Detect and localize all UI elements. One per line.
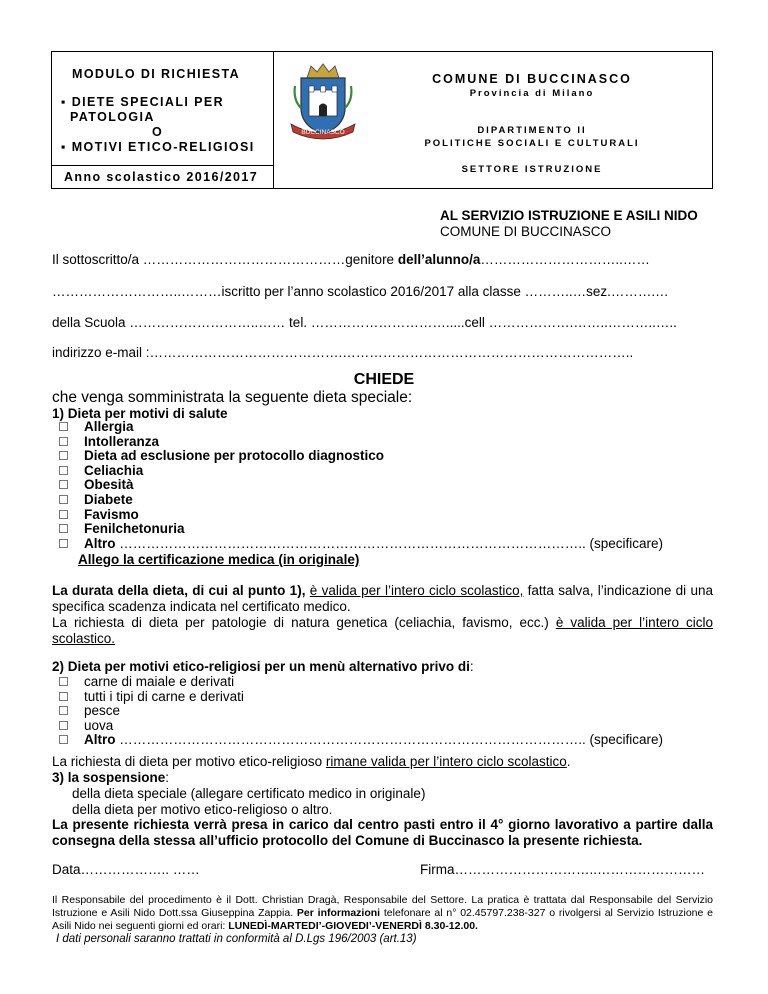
settore: SETTORE ISTRUZIONE bbox=[461, 164, 603, 175]
form-title-box bbox=[52, 52, 274, 188]
checkbox-item[interactable]: Celiachia bbox=[59, 464, 663, 479]
comune-name: COMUNE DI BUCCINASCO bbox=[432, 72, 632, 86]
checkbox-item[interactable]: Allergia bbox=[59, 420, 663, 435]
svg-text:BUCCINASCO: BUCCINASCO bbox=[301, 129, 345, 136]
section2-heading: 2) Dieta per motivi etico-religiosi per un menù alternativo privo di: bbox=[52, 659, 474, 674]
section3-heading: 3) la sospensione: bbox=[52, 770, 170, 785]
checkbox-item-altro[interactable]: Altro ………………………………………………………………………………………….. (specificare) bbox=[59, 733, 663, 748]
checkbox-item[interactable]: pesce bbox=[59, 704, 663, 719]
addressee-line1: AL SERVIZIO ISTRUZIONE E ASILI NIDO bbox=[440, 208, 698, 223]
allego-note: Allego la certificazione medica (in originale) bbox=[78, 552, 360, 567]
checkbox-item[interactable]: tutti i tipi di carne e derivati bbox=[59, 690, 663, 705]
header-box bbox=[51, 51, 713, 189]
chiede-intro: che venga somministrata la seguente dieta speciale: bbox=[52, 389, 413, 406]
dipartimento: DIPARTIMENTO II bbox=[477, 125, 587, 136]
date-field[interactable]: Data……………….. …… bbox=[52, 862, 200, 877]
chiede-title: CHIEDE bbox=[353, 371, 415, 388]
coat-of-arms-logo bbox=[287, 60, 359, 142]
checkbox[interactable] bbox=[59, 721, 68, 730]
section1-list bbox=[59, 420, 663, 551]
privacy-note: I dati personali saranno trattati in conformità al D.Lgs 196/2003 (art.13) bbox=[56, 933, 417, 945]
school-year: Anno scolastico 2016/2017 bbox=[64, 170, 259, 184]
section3-line1: della dieta speciale (allegare certificato medico in originale) bbox=[72, 786, 426, 801]
checkbox-item[interactable]: carne di maiale e derivati bbox=[59, 675, 663, 690]
signature-field[interactable]: Firma…………………………..…………………… bbox=[420, 862, 705, 877]
field-scuola[interactable]: della Scuola ………………………..…… tel. ………………………….....cell ……………….……..………..….. bbox=[52, 315, 677, 330]
checkbox-item[interactable]: Intolleranza bbox=[59, 435, 663, 450]
checkbox[interactable] bbox=[59, 480, 68, 489]
divider bbox=[52, 165, 273, 166]
section2-note: La richiesta di dieta per motivo etico-religioso rimane valida per l’intero ciclo scolastico. bbox=[52, 754, 571, 769]
checkbox-item-altro[interactable]: Altro ………………………………………………………………………………………….. (specificare) bbox=[59, 537, 663, 552]
checkbox[interactable] bbox=[59, 677, 68, 686]
checkbox[interactable] bbox=[59, 495, 68, 504]
checkbox[interactable] bbox=[59, 706, 68, 715]
checkbox[interactable] bbox=[59, 735, 68, 744]
option-patologia: PATOLOGIA bbox=[70, 110, 155, 124]
field-sottoscritto[interactable]: Il sottoscritto/a ………………………………………genitore dell’alunno/a…………………………..…… bbox=[52, 252, 650, 267]
checkbox[interactable] bbox=[59, 692, 68, 701]
checkbox-item[interactable]: Obesità bbox=[59, 478, 663, 493]
checkbox[interactable] bbox=[59, 524, 68, 533]
section1-heading: 1) Dieta per motivi di salute bbox=[52, 406, 228, 421]
checkbox[interactable] bbox=[59, 539, 68, 548]
field-classe[interactable]: ………………………..………iscritto per l’anno scolastico 2016/2017 alla classe ………..…sez.……….… bbox=[52, 284, 669, 299]
option-diete: ▪ DIETE SPECIALI PER bbox=[61, 95, 225, 109]
option-etico: ▪ MOTIVI ETICO-RELIGIOSI bbox=[61, 140, 255, 154]
durata-paragraph: La durata della dieta, di cui al punto 1), è valida per l’intero ciclo scolastico, fatta salva, l’indicazione di una specifica scadenza indicata nel certificato medico. bbox=[52, 583, 713, 614]
option-or: O bbox=[152, 125, 164, 139]
checkbox-item[interactable]: Favismo bbox=[59, 508, 663, 523]
politiche: POLITICHE SOCIALI E CULTURALI bbox=[424, 138, 640, 149]
footer-responsabile: Il Responsabile del procedimento è il Dott. Christian Dragà, Responsabile del Settore. La pratica è trattata dal Responsabile del Servizio Istruzione e Asili Nido Dott.ssa Giuseppina Zappia. Per informazioni telefonare al n° 02.45797.238-327 o rivolgersi al Servizio Istruzione e Asili Nido nei seguenti giorni ed orari: LUNEDÌ-MARTEDI’-GIOVEDI’-VENERDÌ 8.30-12.00. bbox=[52, 894, 714, 932]
checkbox[interactable] bbox=[59, 451, 68, 460]
checkbox[interactable] bbox=[59, 422, 68, 431]
form-title: MODULO DI RICHIESTA bbox=[72, 67, 241, 81]
checkbox-item[interactable]: Fenilchetonuria bbox=[59, 522, 663, 537]
section3-line2: della dieta per motivo etico-religioso o altro. bbox=[72, 802, 333, 817]
provincia: Provincia di Milano bbox=[469, 88, 595, 99]
checkbox[interactable] bbox=[59, 510, 68, 519]
checkbox[interactable] bbox=[59, 466, 68, 475]
genetica-paragraph: La richiesta di dieta per patologie di natura genetica (celiachia, favismo, ecc.) è valida per l’intero ciclo scolastico. bbox=[52, 615, 713, 646]
addressee-line2: COMUNE DI BUCCINASCO bbox=[440, 224, 612, 239]
checkbox[interactable] bbox=[59, 437, 68, 446]
closing-statement: La presente richiesta verrà presa in carico dal centro pasti entro il 4° giorno lavorativo a partire dalla consegna della stessa all’ufficio protocollo del Comune di Buccinasco la presente richiesta. bbox=[52, 817, 713, 848]
section2-list bbox=[59, 675, 663, 748]
checkbox-item[interactable]: uova bbox=[59, 719, 663, 734]
field-email[interactable]: indirizzo e-mail :…………………………………….……………………………………………………….. bbox=[52, 345, 634, 360]
checkbox-item[interactable]: Diabete bbox=[59, 493, 663, 508]
checkbox-item[interactable]: Dieta ad esclusione per protocollo diagnostico bbox=[59, 449, 663, 464]
